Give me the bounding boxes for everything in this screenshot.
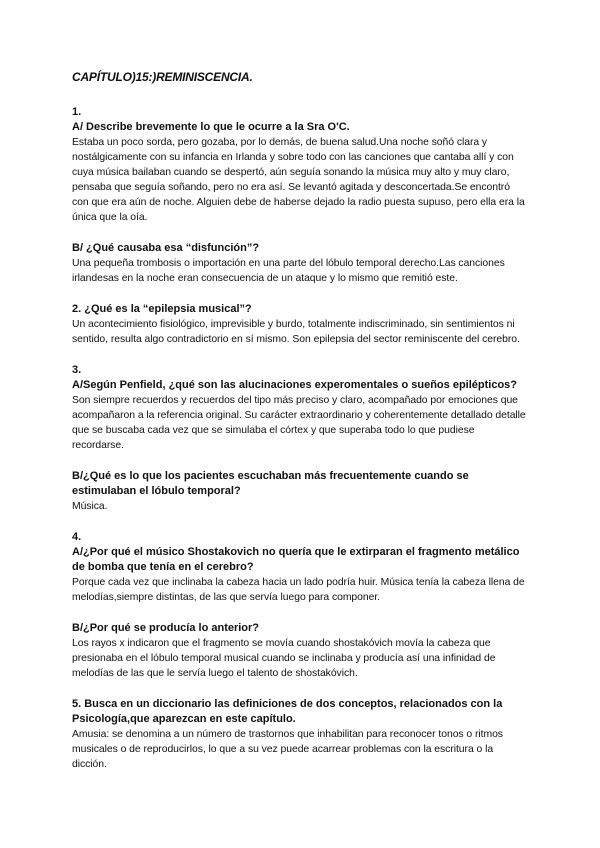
section-number: 1.	[72, 106, 82, 118]
answer-text: Los rayos x indicaron que el fragmento se movía cuando shostakóvich movía la cabeza que presionaba en el lóbulo temporal musical cuando se inclinaba y producía así una infinidad de melodías de las que le servía luego el talento de shostakóvich.	[72, 638, 496, 679]
answer-text: Una pequeña trombosis o importación en una parte del lóbulo temporal derecho.Las canciones irlandesas en la noche eran consecuencia de un ataque y lo mismo que remitió este.	[72, 258, 505, 284]
question-heading: B/¿Qué es lo que los pacientes escuchaban más frecuentemente cuando se estimulaban el lóbulo temporal?	[72, 470, 469, 497]
answer-text: Música.	[72, 501, 108, 512]
section-1a	[72, 105, 528, 225]
section-4a	[72, 530, 528, 605]
question-heading: 2. ¿Qué es la “epilepsia musical”?	[72, 303, 252, 315]
section-4b	[72, 621, 528, 681]
question-heading: A/¿Por qué el músico Shostakovich no quería que le extirparan el fragmento metálico de bomba que tenía en el cerebro?	[72, 546, 520, 573]
question-heading: B/¿Por qué se producía lo anterior?	[72, 622, 260, 634]
section-3a	[72, 363, 528, 453]
answer-text: Estaba un poco sorda, pero gozaba, por lo demás, de buena salud.Una noche soñó clara y nostálgicamente con su infancia en Irlanda y sobre todo con las canciones que cantaba allí y con cuya música bailaban cuando se despertó, aún seguía sonando la música muy alto y muy claro, pensaba que seguía soñando, pero no era así. Se levantó agitada y desconcertada.Se encontró con que era aún de noche. Alguien debe de haberse dejado la radio puesta supuso, pero ella era la única que la oía.	[72, 137, 525, 223]
section-2	[72, 302, 528, 347]
section-number: 3.	[72, 364, 82, 376]
section-3b	[72, 469, 528, 514]
question-heading: A/Según Penfield, ¿qué son las alucinaciones experomentales o sueños epilépticos?	[72, 379, 518, 391]
section-1b	[72, 241, 528, 286]
section-number: 4.	[72, 531, 82, 543]
answer-text: Amusia: se denomina a un número de trastornos que inhabilitan para reconocer tonos o ritmos musicales o de reproducirlos, lo que a su vez puede acarrear problemas con la escritura o la dicción.	[72, 729, 503, 770]
question-heading: 5. Busca en un diccionario las definiciones de dos conceptos, relacionados con la Psicología,que aparezcan en este capítulo.	[72, 698, 503, 725]
question-heading: B/ ¿Qué causaba esa “disfunción”?	[72, 242, 260, 254]
answer-text: Un acontecimiento fisiológico, imprevisible y burdo, totalmente indiscriminado, sin sentimientos ni sentido, resulta algo contradictorio en sí mismo. Son epilepsia del sector reminiscente del cerebro.	[72, 319, 520, 345]
section-5	[72, 697, 528, 772]
question-heading: A/ Describe brevemente lo que le ocurre a la Sra O'C.	[72, 121, 350, 133]
chapter-title: CAPÍTULO)15:)REMINISCENCIA.	[72, 70, 253, 84]
answer-text: Son siempre recuerdos y recuerdos del tipo más preciso y claro, acompañado por emociones que acompañaron a la referencia original. Su carácter extraordinario y coherentemente detallado detalle que se buscaba cada vez que se simulaba el córtex y que superaba todo lo que pudiese recordarse.	[72, 395, 526, 451]
answer-text: Porque cada vez que inclinaba la cabeza hacia un lado podría huir. Música tenía la cabeza llena de melodías,siempre distintas, de las que servía luego para componer.	[72, 577, 525, 603]
document-page	[72, 70, 528, 788]
